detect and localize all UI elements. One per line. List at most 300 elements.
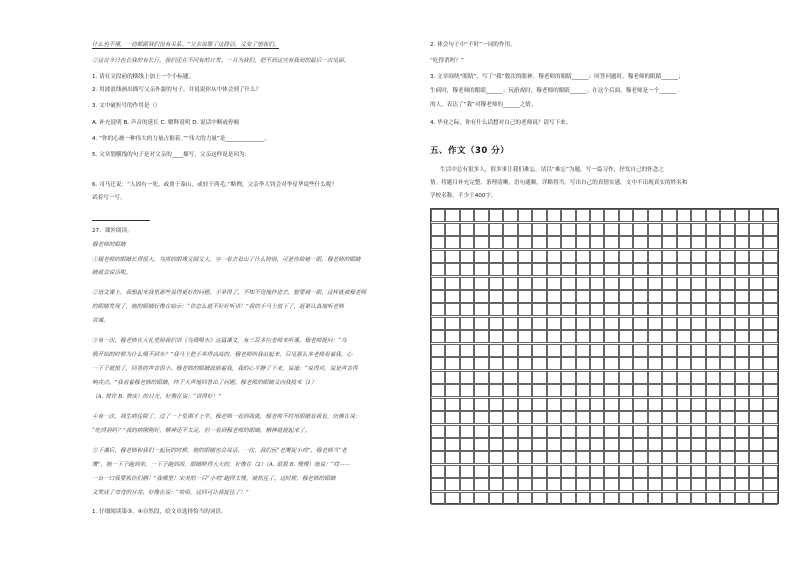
grid-cell[interactable] [503, 344, 517, 357]
grid-cell[interactable] [619, 317, 633, 330]
grid-cell[interactable] [648, 465, 662, 478]
grid-cell[interactable] [547, 223, 561, 236]
grid-cell[interactable] [720, 492, 734, 505]
grid-cell[interactable] [431, 317, 445, 330]
grid-cell[interactable] [604, 330, 618, 343]
grid-cell[interactable] [576, 277, 590, 290]
grid-cell[interactable] [460, 277, 474, 290]
grid-cell[interactable] [619, 223, 633, 236]
grid-cell[interactable] [547, 371, 561, 384]
grid-cell[interactable] [604, 317, 618, 330]
grid-cell[interactable] [720, 398, 734, 411]
grid-cell[interactable] [590, 411, 604, 424]
grid-cell[interactable] [489, 357, 503, 370]
grid-cell[interactable] [474, 317, 488, 330]
grid-cell[interactable] [619, 357, 633, 370]
grid-cell[interactable] [633, 411, 647, 424]
grid-cell[interactable] [763, 371, 777, 384]
grid-cell[interactable] [706, 223, 720, 236]
grid-cell[interactable] [474, 438, 488, 451]
grid-cell[interactable] [706, 438, 720, 451]
grid-cell[interactable] [662, 236, 676, 249]
grid-cell[interactable] [460, 263, 474, 276]
grid-cell[interactable] [489, 425, 503, 438]
grid-cell[interactable] [633, 398, 647, 411]
grid-cell[interactable] [532, 425, 546, 438]
grid-cell[interactable] [763, 478, 777, 491]
grid-cell[interactable] [503, 236, 517, 249]
grid-cell[interactable] [547, 330, 561, 343]
grid-cell[interactable] [474, 384, 488, 397]
grid-cell[interactable] [503, 330, 517, 343]
grid-cell[interactable] [619, 398, 633, 411]
grid-cell[interactable] [460, 465, 474, 478]
grid-cell[interactable] [547, 492, 561, 505]
grid-cell[interactable] [590, 384, 604, 397]
grid-cell[interactable] [749, 263, 763, 276]
grid-cell[interactable] [691, 277, 705, 290]
grid-cell[interactable] [706, 303, 720, 316]
grid-cell[interactable] [691, 209, 705, 222]
grid-cell[interactable] [677, 330, 691, 343]
grid-cell[interactable] [460, 478, 474, 491]
grid-cell[interactable] [706, 384, 720, 397]
grid-cell[interactable] [633, 492, 647, 505]
grid-cell[interactable] [662, 290, 676, 303]
grid-cell[interactable] [619, 290, 633, 303]
grid-cell[interactable] [677, 250, 691, 263]
grid-cell[interactable] [763, 465, 777, 478]
grid-cell[interactable] [590, 398, 604, 411]
grid-cell[interactable] [532, 357, 546, 370]
grid-cell[interactable] [576, 236, 590, 249]
grid-cell[interactable] [532, 250, 546, 263]
grid-cell[interactable] [590, 223, 604, 236]
grid-cell[interactable] [706, 451, 720, 464]
grid-cell[interactable] [518, 371, 532, 384]
grid-cell[interactable] [619, 277, 633, 290]
grid-cell[interactable] [604, 303, 618, 316]
grid-cell[interactable] [532, 465, 546, 478]
grid-cell[interactable] [561, 465, 575, 478]
grid-cell[interactable] [547, 384, 561, 397]
grid-cell[interactable] [677, 236, 691, 249]
grid-cell[interactable] [648, 371, 662, 384]
grid-cell[interactable] [590, 263, 604, 276]
grid-cell[interactable] [460, 303, 474, 316]
grid-cell[interactable] [460, 451, 474, 464]
grid-cell[interactable] [532, 317, 546, 330]
grid-cell[interactable] [648, 492, 662, 505]
grid-cell[interactable] [691, 438, 705, 451]
grid-cell[interactable] [691, 236, 705, 249]
grid-cell[interactable] [561, 492, 575, 505]
grid-cell[interactable] [474, 492, 488, 505]
grid-cell[interactable] [489, 277, 503, 290]
grid-cell[interactable] [677, 451, 691, 464]
grid-cell[interactable] [518, 478, 532, 491]
grid-cell[interactable] [561, 425, 575, 438]
grid-cell[interactable] [431, 425, 445, 438]
grid-cell[interactable] [590, 236, 604, 249]
grid-cell[interactable] [648, 263, 662, 276]
grid-cell[interactable] [604, 478, 618, 491]
grid-cell[interactable] [474, 330, 488, 343]
grid-cell[interactable] [431, 290, 445, 303]
grid-cell[interactable] [489, 223, 503, 236]
grid-cell[interactable] [691, 384, 705, 397]
grid-cell[interactable] [691, 357, 705, 370]
grid-cell[interactable] [720, 357, 734, 370]
grid-cell[interactable] [677, 223, 691, 236]
grid-cell[interactable] [735, 303, 749, 316]
grid-cell[interactable] [532, 398, 546, 411]
grid-cell[interactable] [720, 236, 734, 249]
grid-cell[interactable] [518, 384, 532, 397]
grid-cell[interactable] [576, 371, 590, 384]
grid-cell[interactable] [532, 303, 546, 316]
grid-cell[interactable] [604, 384, 618, 397]
grid-cell[interactable] [576, 209, 590, 222]
grid-cell[interactable] [489, 303, 503, 316]
grid-cell[interactable] [431, 398, 445, 411]
grid-cell[interactable] [503, 492, 517, 505]
grid-cell[interactable] [691, 411, 705, 424]
grid-cell[interactable] [735, 236, 749, 249]
grid-cell[interactable] [460, 398, 474, 411]
grid-cell[interactable] [735, 384, 749, 397]
grid-cell[interactable] [662, 223, 676, 236]
essay-writing-grid[interactable] [430, 208, 779, 504]
grid-cell[interactable] [633, 290, 647, 303]
grid-cell[interactable] [518, 303, 532, 316]
grid-cell[interactable] [691, 263, 705, 276]
grid-cell[interactable] [677, 411, 691, 424]
grid-cell[interactable] [662, 263, 676, 276]
grid-cell[interactable] [619, 425, 633, 438]
grid-cell[interactable] [619, 250, 633, 263]
grid-cell[interactable] [518, 425, 532, 438]
grid-cell[interactable] [763, 425, 777, 438]
grid-cell[interactable] [619, 451, 633, 464]
grid-cell[interactable] [763, 398, 777, 411]
grid-cell[interactable] [503, 411, 517, 424]
grid-cell[interactable] [518, 344, 532, 357]
grid-cell[interactable] [691, 451, 705, 464]
grid-cell[interactable] [445, 371, 459, 384]
grid-cell[interactable] [460, 330, 474, 343]
grid-cell[interactable] [532, 492, 546, 505]
grid-cell[interactable] [518, 330, 532, 343]
grid-cell[interactable] [445, 290, 459, 303]
grid-cell[interactable] [445, 478, 459, 491]
grid-cell[interactable] [489, 451, 503, 464]
grid-cell[interactable] [662, 344, 676, 357]
grid-cell[interactable] [431, 371, 445, 384]
grid-cell[interactable] [662, 357, 676, 370]
grid-cell[interactable] [604, 223, 618, 236]
grid-cell[interactable] [503, 303, 517, 316]
grid-cell[interactable] [445, 465, 459, 478]
grid-cell[interactable] [547, 478, 561, 491]
grid-cell[interactable] [604, 250, 618, 263]
grid-cell[interactable] [590, 425, 604, 438]
grid-cell[interactable] [633, 209, 647, 222]
grid-cell[interactable] [604, 438, 618, 451]
grid-cell[interactable] [648, 223, 662, 236]
grid-cell[interactable] [503, 357, 517, 370]
grid-cell[interactable] [633, 425, 647, 438]
grid-cell[interactable] [489, 290, 503, 303]
grid-cell[interactable] [547, 411, 561, 424]
grid-cell[interactable] [518, 465, 532, 478]
grid-cell[interactable] [706, 411, 720, 424]
grid-cell[interactable] [763, 250, 777, 263]
grid-cell[interactable] [749, 438, 763, 451]
grid-cell[interactable] [619, 411, 633, 424]
grid-cell[interactable] [489, 438, 503, 451]
grid-cell[interactable] [749, 451, 763, 464]
grid-cell[interactable] [547, 303, 561, 316]
grid-cell[interactable] [474, 411, 488, 424]
grid-cell[interactable] [532, 438, 546, 451]
grid-cell[interactable] [489, 330, 503, 343]
grid-cell[interactable] [619, 438, 633, 451]
grid-cell[interactable] [720, 438, 734, 451]
grid-cell[interactable] [503, 371, 517, 384]
grid-cell[interactable] [532, 330, 546, 343]
grid-cell[interactable] [431, 492, 445, 505]
grid-cell[interactable] [532, 277, 546, 290]
grid-cell[interactable] [749, 398, 763, 411]
grid-cell[interactable] [561, 277, 575, 290]
grid-cell[interactable] [474, 250, 488, 263]
grid-cell[interactable] [749, 411, 763, 424]
grid-cell[interactable] [561, 290, 575, 303]
grid-cell[interactable] [474, 371, 488, 384]
grid-cell[interactable] [460, 425, 474, 438]
grid-cell[interactable] [503, 223, 517, 236]
grid-cell[interactable] [604, 398, 618, 411]
grid-cell[interactable] [518, 236, 532, 249]
grid-cell[interactable] [677, 290, 691, 303]
grid-cell[interactable] [763, 236, 777, 249]
grid-cell[interactable] [431, 209, 445, 222]
grid-cell[interactable] [532, 290, 546, 303]
grid-cell[interactable] [691, 465, 705, 478]
grid-cell[interactable] [518, 223, 532, 236]
grid-cell[interactable] [735, 411, 749, 424]
grid-cell[interactable] [460, 357, 474, 370]
grid-cell[interactable] [735, 317, 749, 330]
grid-cell[interactable] [720, 411, 734, 424]
grid-cell[interactable] [518, 209, 532, 222]
grid-cell[interactable] [720, 384, 734, 397]
grid-cell[interactable] [576, 438, 590, 451]
grid-cell[interactable] [706, 357, 720, 370]
grid-cell[interactable] [677, 263, 691, 276]
grid-cell[interactable] [749, 250, 763, 263]
grid-cell[interactable] [677, 209, 691, 222]
grid-cell[interactable] [445, 330, 459, 343]
grid-cell[interactable] [677, 465, 691, 478]
grid-cell[interactable] [431, 344, 445, 357]
grid-cell[interactable] [561, 478, 575, 491]
grid-cell[interactable] [503, 317, 517, 330]
grid-cell[interactable] [720, 465, 734, 478]
grid-cell[interactable] [445, 277, 459, 290]
grid-cell[interactable] [547, 425, 561, 438]
grid-cell[interactable] [604, 209, 618, 222]
grid-cell[interactable] [735, 371, 749, 384]
grid-cell[interactable] [691, 250, 705, 263]
grid-cell[interactable] [431, 236, 445, 249]
grid-cell[interactable] [677, 398, 691, 411]
grid-cell[interactable] [648, 384, 662, 397]
grid-cell[interactable] [518, 492, 532, 505]
grid-cell[interactable] [749, 317, 763, 330]
grid-cell[interactable] [561, 263, 575, 276]
grid-cell[interactable] [706, 344, 720, 357]
grid-cell[interactable] [662, 330, 676, 343]
grid-cell[interactable] [720, 330, 734, 343]
grid-cell[interactable] [749, 223, 763, 236]
grid-cell[interactable] [518, 438, 532, 451]
grid-cell[interactable] [691, 317, 705, 330]
grid-cell[interactable] [532, 263, 546, 276]
grid-cell[interactable] [576, 317, 590, 330]
grid-cell[interactable] [445, 223, 459, 236]
grid-cell[interactable] [604, 465, 618, 478]
grid-cell[interactable] [749, 357, 763, 370]
grid-cell[interactable] [633, 438, 647, 451]
grid-cell[interactable] [474, 209, 488, 222]
grid-cell[interactable] [489, 250, 503, 263]
grid-cell[interactable] [749, 290, 763, 303]
grid-cell[interactable] [576, 451, 590, 464]
grid-cell[interactable] [763, 290, 777, 303]
grid-cell[interactable] [735, 492, 749, 505]
grid-cell[interactable] [648, 290, 662, 303]
grid-cell[interactable] [691, 290, 705, 303]
grid-cell[interactable] [576, 398, 590, 411]
grid-cell[interactable] [547, 290, 561, 303]
grid-cell[interactable] [590, 357, 604, 370]
grid-cell[interactable] [691, 344, 705, 357]
grid-cell[interactable] [561, 371, 575, 384]
grid-cell[interactable] [735, 398, 749, 411]
grid-cell[interactable] [677, 478, 691, 491]
grid-cell[interactable] [431, 451, 445, 464]
grid-cell[interactable] [474, 263, 488, 276]
grid-cell[interactable] [576, 344, 590, 357]
grid-cell[interactable] [431, 303, 445, 316]
grid-cell[interactable] [749, 236, 763, 249]
grid-cell[interactable] [720, 425, 734, 438]
grid-cell[interactable] [445, 451, 459, 464]
grid-cell[interactable] [460, 317, 474, 330]
grid-cell[interactable] [474, 223, 488, 236]
grid-cell[interactable] [460, 223, 474, 236]
grid-cell[interactable] [633, 263, 647, 276]
grid-cell[interactable] [503, 290, 517, 303]
grid-cell[interactable] [720, 478, 734, 491]
grid-cell[interactable] [677, 492, 691, 505]
grid-cell[interactable] [662, 478, 676, 491]
grid-cell[interactable] [662, 438, 676, 451]
grid-cell[interactable] [431, 384, 445, 397]
grid-cell[interactable] [648, 398, 662, 411]
grid-cell[interactable] [749, 492, 763, 505]
grid-cell[interactable] [662, 451, 676, 464]
grid-cell[interactable] [720, 371, 734, 384]
grid-cell[interactable] [489, 411, 503, 424]
grid-cell[interactable] [706, 250, 720, 263]
grid-cell[interactable] [604, 492, 618, 505]
grid-cell[interactable] [576, 263, 590, 276]
grid-cell[interactable] [633, 478, 647, 491]
grid-cell[interactable] [691, 371, 705, 384]
grid-cell[interactable] [561, 250, 575, 263]
grid-cell[interactable] [706, 290, 720, 303]
grid-cell[interactable] [576, 330, 590, 343]
grid-cell[interactable] [431, 330, 445, 343]
grid-cell[interactable] [503, 398, 517, 411]
grid-cell[interactable] [503, 451, 517, 464]
grid-cell[interactable] [662, 250, 676, 263]
grid-cell[interactable] [662, 209, 676, 222]
grid-cell[interactable] [547, 263, 561, 276]
grid-cell[interactable] [474, 357, 488, 370]
grid-cell[interactable] [619, 384, 633, 397]
grid-cell[interactable] [706, 371, 720, 384]
grid-cell[interactable] [604, 411, 618, 424]
grid-cell[interactable] [431, 263, 445, 276]
grid-cell[interactable] [763, 277, 777, 290]
grid-cell[interactable] [677, 384, 691, 397]
grid-cell[interactable] [735, 330, 749, 343]
grid-cell[interactable] [604, 290, 618, 303]
grid-cell[interactable] [706, 317, 720, 330]
grid-cell[interactable] [590, 492, 604, 505]
grid-cell[interactable] [474, 290, 488, 303]
grid-cell[interactable] [532, 344, 546, 357]
grid-cell[interactable] [763, 357, 777, 370]
grid-cell[interactable] [735, 223, 749, 236]
grid-cell[interactable] [518, 290, 532, 303]
grid-cell[interactable] [576, 411, 590, 424]
grid-cell[interactable] [503, 465, 517, 478]
grid-cell[interactable] [677, 344, 691, 357]
grid-cell[interactable] [648, 478, 662, 491]
grid-cell[interactable] [720, 303, 734, 316]
grid-cell[interactable] [445, 492, 459, 505]
grid-cell[interactable] [590, 451, 604, 464]
grid-cell[interactable] [474, 465, 488, 478]
grid-cell[interactable] [720, 451, 734, 464]
grid-cell[interactable] [576, 250, 590, 263]
grid-cell[interactable] [662, 465, 676, 478]
grid-cell[interactable] [648, 303, 662, 316]
grid-cell[interactable] [503, 384, 517, 397]
grid-cell[interactable] [431, 411, 445, 424]
grid-cell[interactable] [518, 398, 532, 411]
grid-cell[interactable] [735, 438, 749, 451]
grid-cell[interactable] [648, 344, 662, 357]
grid-cell[interactable] [735, 425, 749, 438]
grid-cell[interactable] [489, 344, 503, 357]
grid-cell[interactable] [590, 250, 604, 263]
